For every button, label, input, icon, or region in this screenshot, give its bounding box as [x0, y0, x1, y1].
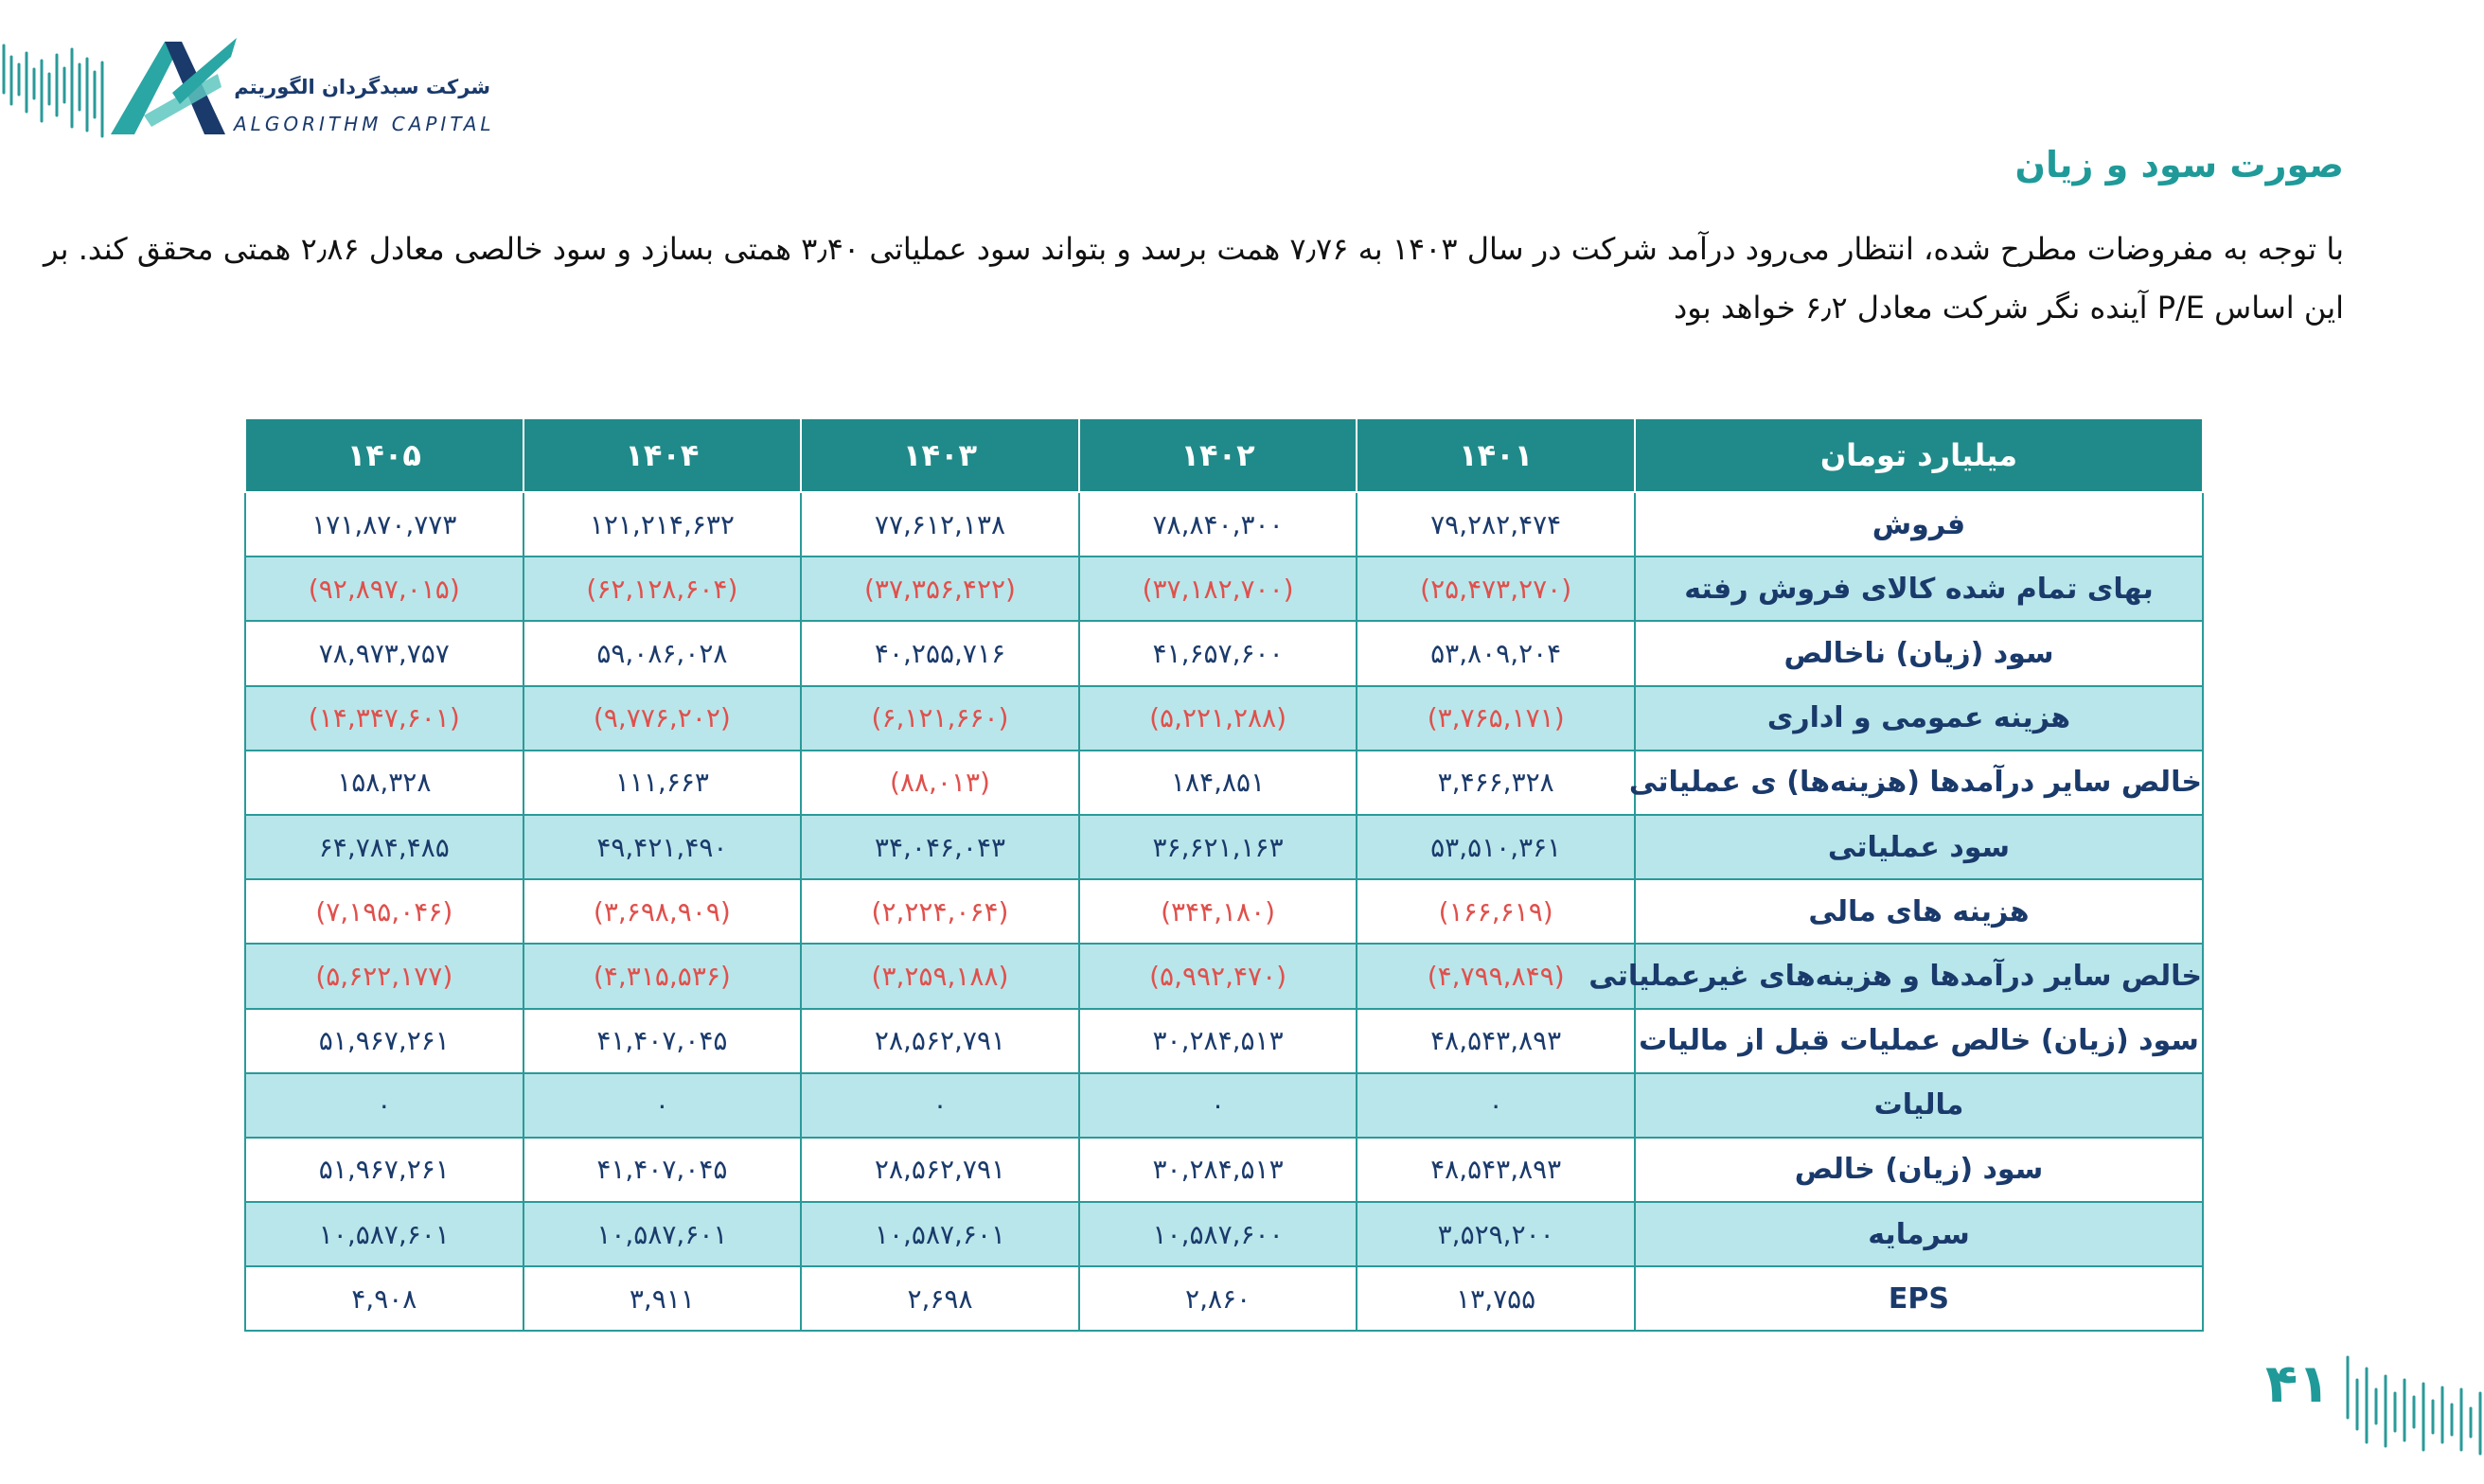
table-cell: ۷۸,۸۴۰,۳۰۰	[1079, 492, 1357, 556]
row-label: سود (زیان) ناخالص	[1635, 621, 2203, 685]
table-row	[245, 1266, 2203, 1331]
table-cell: ۵۳,۸۰۹,۲۰۴	[1357, 621, 1635, 685]
intro-paragraph: با توجه به مفروضات مطرح شده، انتظار می‌رود درآمد شرکت در سال ۱۴۰۳ به ۷٫۷۶ همت برسد و بتواند سود عملیاتی ۳٫۴۰ همتی بسازد و سود خالصی معادل ۲٫۸۶ همتی محقق کند. بر این اساس P/E آینده نگر شرکت معادل ۶٫۲ خواهد بود	[44, 231, 2345, 326]
table-cell: (۵,۲۲۱,۲۸۸)	[1079, 686, 1357, 751]
table-cell: ۲,۶۹۸	[801, 1266, 1079, 1331]
table-cell: (۵,۶۲۲,۱۷۷)	[245, 944, 523, 1008]
table-row	[245, 815, 2203, 879]
table-cell: ۱۳,۷۵۵	[1357, 1266, 1635, 1331]
table-cell: ۰	[523, 1073, 802, 1138]
table-cell: ۱۰,۵۸۷,۶۰۱	[245, 1202, 523, 1266]
table-cell: ۳,۴۶۶,۳۲۸	[1357, 751, 1635, 815]
table-cell: ۳۶,۶۲۱,۱۶۳	[1079, 815, 1357, 879]
table-body	[245, 492, 2203, 1331]
row-label: مالیات	[1635, 1073, 2203, 1138]
table-cell: ۷۷,۶۱۲,۱۳۸	[801, 492, 1079, 556]
table-row	[245, 686, 2203, 751]
table-cell: (۳,۷۶۵,۱۷۱)	[1357, 686, 1635, 751]
table-cell: ۰	[1357, 1073, 1635, 1138]
table-cell: (۱۶۶,۶۱۹)	[1357, 879, 1635, 944]
company-logo	[0, 36, 511, 140]
row-label: EPS	[1635, 1266, 2203, 1331]
table-cell: ۱۲۱,۲۱۴,۶۳۲	[523, 492, 802, 556]
table-cell: (۶,۱۲۱,۶۶۰)	[801, 686, 1079, 751]
table-cell: ۵۳,۵۱۰,۳۶۱	[1357, 815, 1635, 879]
table-cell: (۲,۲۲۴,۰۶۴)	[801, 879, 1079, 944]
table-cell: ۴۹,۴۲۱,۴۹۰	[523, 815, 802, 879]
table-cell: (۸۸,۰۱۳)	[801, 751, 1079, 815]
table-cell: (۱۴,۳۴۷,۶۰۱)	[245, 686, 523, 751]
table-cell: ۳۴,۰۴۶,۰۴۳	[801, 815, 1079, 879]
table-cell: ۴۱,۴۰۷,۰۴۵	[523, 1009, 802, 1073]
table-header-row	[245, 418, 2203, 492]
table-cell: ۴۱,۴۰۷,۰۴۵	[523, 1138, 802, 1202]
table-row	[245, 556, 2203, 621]
table-cell: (۳۴۴,۱۸۰)	[1079, 879, 1357, 944]
table-row	[245, 751, 2203, 815]
table-cell: ۷۸,۹۷۳,۷۵۷	[245, 621, 523, 685]
section-title: صورت سود و زیان	[2014, 144, 2344, 186]
table-cell: (۴,۳۱۵,۵۳۶)	[523, 944, 802, 1008]
logo-name-en: ALGORITHM CAPITAL	[234, 113, 495, 135]
table-cell: ۱۰,۵۸۷,۶۰۱	[801, 1202, 1079, 1266]
table-cell: ۱۷۱,۸۷۰,۷۷۳	[245, 492, 523, 556]
table-row	[245, 1202, 2203, 1266]
header-year: ۱۴۰۴	[523, 418, 802, 492]
table-cell: ۱۰,۵۸۷,۶۰۱	[523, 1202, 802, 1266]
header-year: ۱۴۰۳	[801, 418, 1079, 492]
sound-bars-icon	[2342, 1352, 2484, 1456]
table-cell: ۰	[801, 1073, 1079, 1138]
table-cell: (۲۵,۴۷۳,۲۷۰)	[1357, 556, 1635, 621]
table-cell: (۹,۷۷۶,۲۰۲)	[523, 686, 802, 751]
table-cell: (۳۷,۳۵۶,۴۲۲)	[801, 556, 1079, 621]
sound-bars-icon	[0, 36, 109, 140]
table-cell: (۹۲,۸۹۷,۰۱۵)	[245, 556, 523, 621]
page-number: ۴۱	[2265, 1353, 2331, 1415]
row-label: بهای تمام شده کالای فروش رفته	[1635, 556, 2203, 621]
table-cell: (۷,۱۹۵,۰۴۶)	[245, 879, 523, 944]
table-cell: ۴۱,۶۵۷,۶۰۰	[1079, 621, 1357, 685]
table-cell: ۵۱,۹۶۷,۲۶۱	[245, 1009, 523, 1073]
table-cell: ۳,۹۱۱	[523, 1266, 802, 1331]
table-cell: ۱۸۴,۸۵۱	[1079, 751, 1357, 815]
row-label: سود (زیان) خالص	[1635, 1138, 2203, 1202]
table-row	[245, 944, 2203, 1008]
table-cell: ۵۱,۹۶۷,۲۶۱	[245, 1138, 523, 1202]
table-row	[245, 492, 2203, 556]
header-year: ۱۴۰۱	[1357, 418, 1635, 492]
table-cell: ۴,۹۰۸	[245, 1266, 523, 1331]
logo-name-fa: شرکت سبدگردان الگوریتم	[234, 76, 490, 98]
table-cell: (۵,۹۹۲,۴۷۰)	[1079, 944, 1357, 1008]
table-row	[245, 1073, 2203, 1138]
table-cell: ۵۹,۰۸۶,۰۲۸	[523, 621, 802, 685]
row-label: خالص سایر درآمدها (هزینه‌ها) ی عملیاتی	[1635, 751, 2203, 815]
table-row	[245, 1138, 2203, 1202]
row-label: هزینه های مالی	[1635, 879, 2203, 944]
table-cell: ۷۹,۲۸۲,۴۷۴	[1357, 492, 1635, 556]
table-cell: (۶۲,۱۲۸,۶۰۴)	[523, 556, 802, 621]
table-cell: ۱۰,۵۸۷,۶۰۰	[1079, 1202, 1357, 1266]
income-statement-table	[244, 417, 2204, 1332]
table-cell: (۳۷,۱۸۲,۷۰۰)	[1079, 556, 1357, 621]
row-label: فروش	[1635, 492, 2203, 556]
table-cell: ۱۵۸,۳۲۸	[245, 751, 523, 815]
logo-mark-icon	[106, 36, 239, 140]
table-cell: ۱۱۱,۶۶۳	[523, 751, 802, 815]
table-cell: ۴۸,۵۴۳,۸۹۳	[1357, 1009, 1635, 1073]
table-cell: ۲۸,۵۶۲,۷۹۱	[801, 1138, 1079, 1202]
row-label: سود عملیاتی	[1635, 815, 2203, 879]
table-row	[245, 1009, 2203, 1073]
header-year: ۱۴۰۲	[1079, 418, 1357, 492]
table-cell: ۰	[245, 1073, 523, 1138]
row-label: سود (زیان) خالص عملیات قبل از مالیات	[1635, 1009, 2203, 1073]
table-cell: ۰	[1079, 1073, 1357, 1138]
table-cell: ۳۰,۲۸۴,۵۱۳	[1079, 1009, 1357, 1073]
table-cell: ۴۰,۲۵۵,۷۱۶	[801, 621, 1079, 685]
table-row	[245, 879, 2203, 944]
table-cell: ۲۸,۵۶۲,۷۹۱	[801, 1009, 1079, 1073]
header-unit: میلیارد تومان	[1635, 418, 2203, 492]
table-cell: ۳۰,۲۸۴,۵۱۳	[1079, 1138, 1357, 1202]
row-label: هزینه عمومی و اداری	[1635, 686, 2203, 751]
table-cell: ۶۴,۷۸۴,۴۸۵	[245, 815, 523, 879]
table-cell: ۴۸,۵۴۳,۸۹۳	[1357, 1138, 1635, 1202]
table-row	[245, 621, 2203, 685]
row-label: خالص سایر درآمدها و هزینه‌های غیرعملیاتی	[1635, 944, 2203, 1008]
table-cell: (۳,۲۵۹,۱۸۸)	[801, 944, 1079, 1008]
table-cell: ۲,۸۶۰	[1079, 1266, 1357, 1331]
table-cell: (۴,۷۹۹,۸۴۹)	[1357, 944, 1635, 1008]
row-label: سرمایه	[1635, 1202, 2203, 1266]
table-cell: ۳,۵۲۹,۲۰۰	[1357, 1202, 1635, 1266]
table-cell: (۳,۶۹۸,۹۰۹)	[523, 879, 802, 944]
header-year: ۱۴۰۵	[245, 418, 523, 492]
